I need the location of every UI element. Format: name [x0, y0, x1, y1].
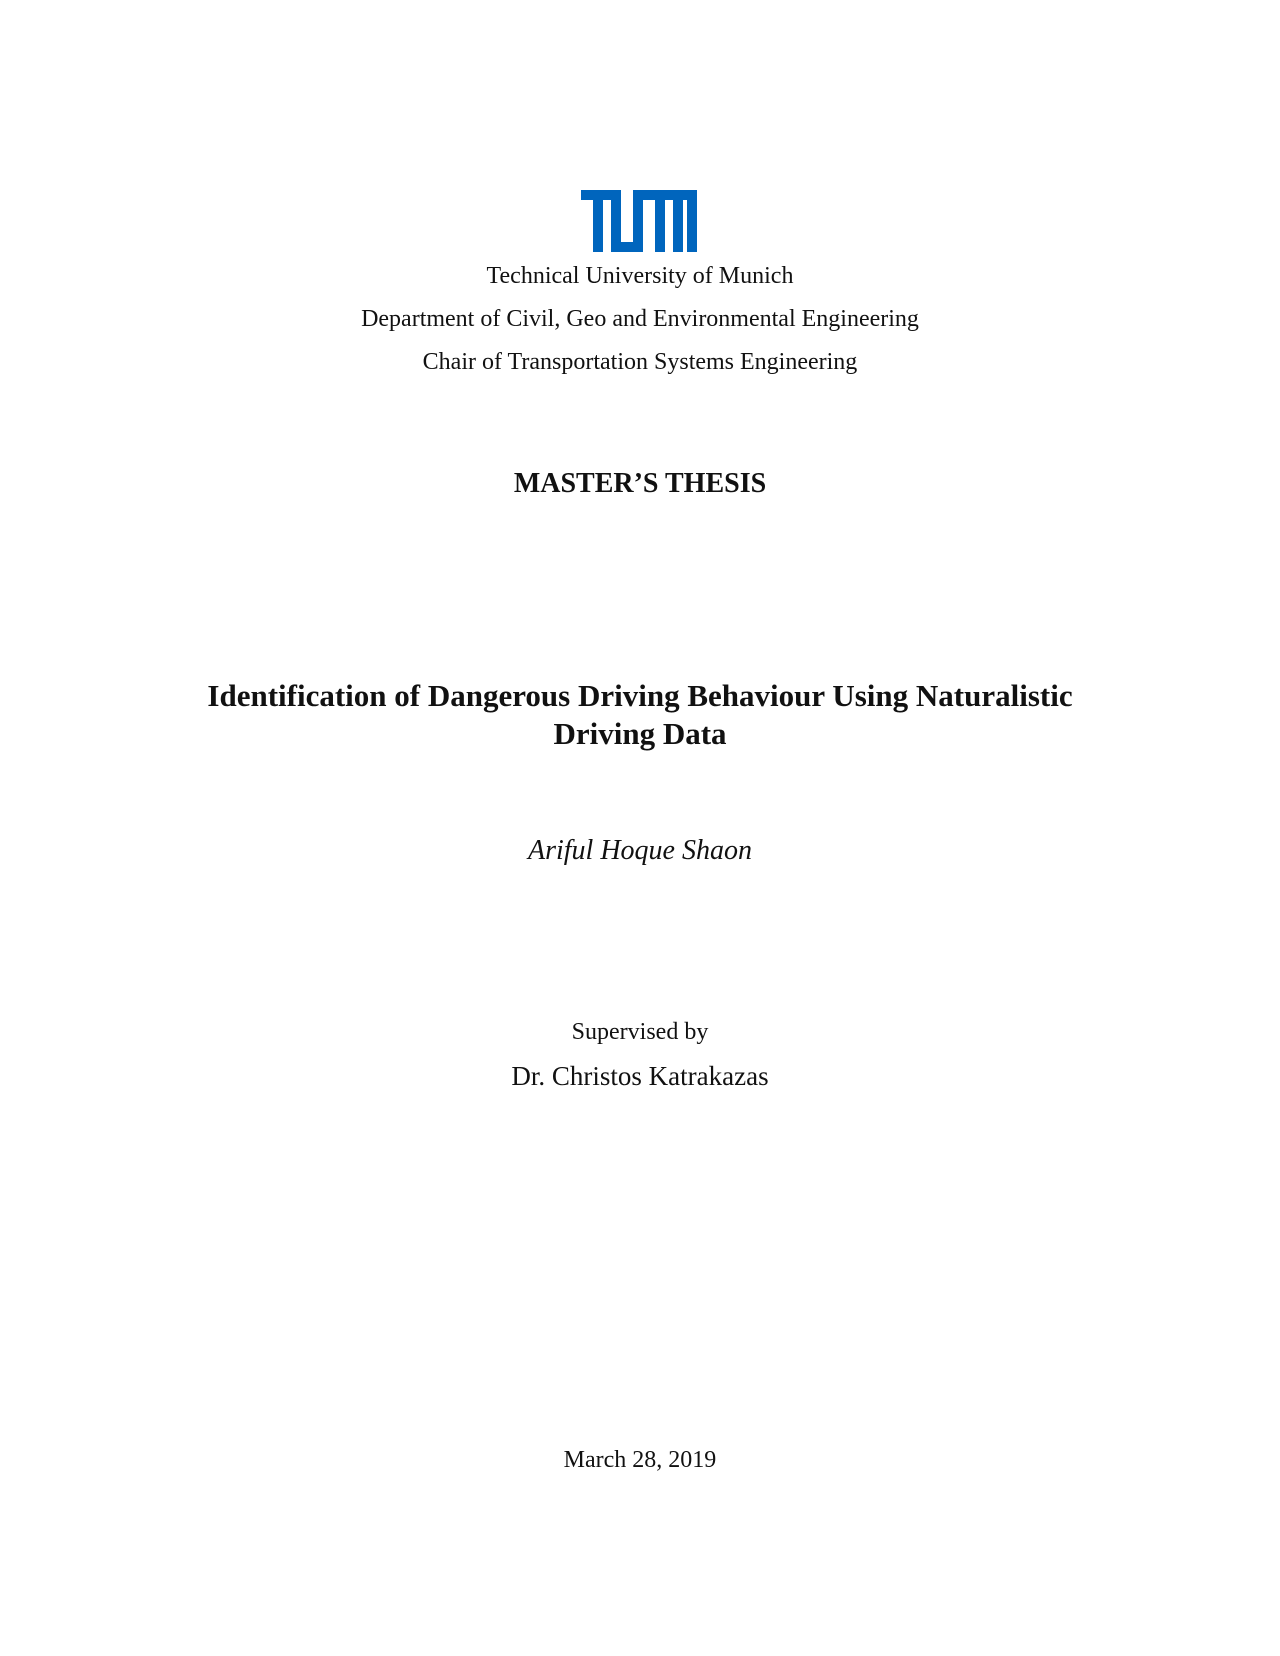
tum-logo-icon — [581, 190, 697, 252]
chair-name: Chair of Transportation Systems Engineering — [422, 349, 858, 375]
department-name: Department of Civil, Geo and Environmental Engineering — [361, 306, 919, 332]
university-name: Technical University of Munich — [486, 263, 794, 289]
supervisor-name: Dr. Christos Katrakazas — [511, 1061, 769, 1091]
author-name: Ariful Hoque Shaon — [528, 835, 752, 866]
thesis-title — [0, 677, 1280, 753]
thesis-title-line-1: Identification of Dangerous Driving Behaviour Using Naturalistic — [207, 678, 1073, 713]
thesis-type: MASTER’S THESIS — [513, 468, 767, 499]
supervised-by-label: Supervised by — [571, 1019, 709, 1045]
submission-date: March 28, 2019 — [563, 1447, 717, 1473]
thesis-title-line-2: Driving Data — [553, 716, 727, 751]
